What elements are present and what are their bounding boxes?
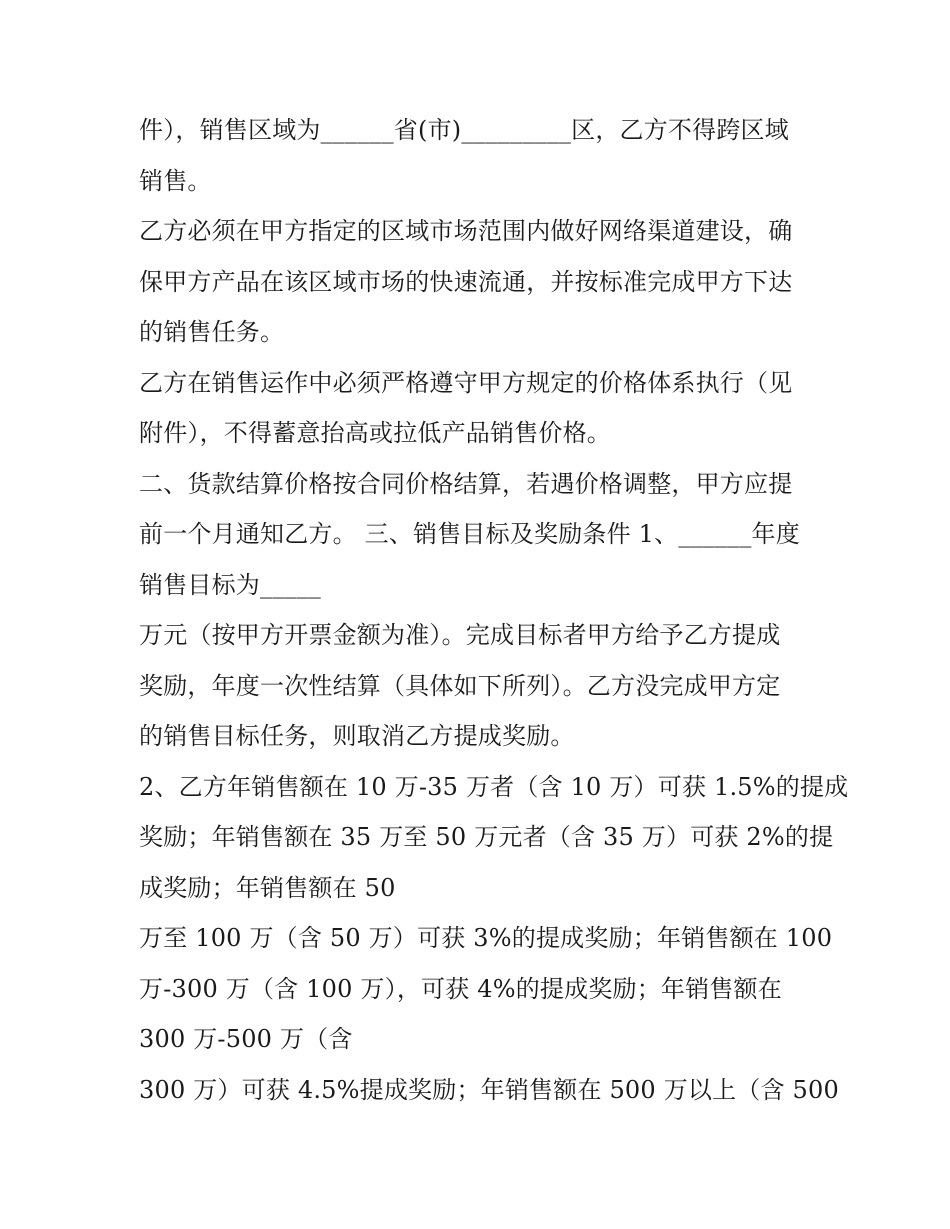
text-line: 2、乙方年销售额在 10 万-35 万者（含 10 万）可获 1.5%的提成 <box>139 773 849 801</box>
text-line: 前一个月通知乙方。 三、销售目标及奖励条件 1、______年度 <box>139 520 800 548</box>
text-line: 的销售目标任务，则取消乙方提成奖励。 <box>139 722 575 750</box>
text-line: 成奖励；年销售额在 50 <box>139 874 396 902</box>
text-line: 附件），不得蓄意抬高或拉低产品销售价格。 <box>139 419 611 447</box>
text-line: 万元（按甲方开票金额为准）。完成目标者甲方给予乙方提成 <box>139 621 781 649</box>
text-line: 万至 100 万（含 50 万）可获 3%的提成奖励；年销售额在 100 <box>139 924 833 952</box>
text-line: 300 万）可获 4.5%提成奖励；年销售额在 500 万以上（含 500 <box>139 1076 839 1104</box>
text-line: 奖励，年度一次性结算（具体如下所列）。乙方没完成甲方定 <box>139 672 781 700</box>
text-line: 二、货款结算价格按合同价格结算，若遇价格调整，甲方应提 <box>139 470 793 498</box>
text-line: 件），销售区域为______省(市)_________区，乙方不得跨区域 <box>139 116 789 144</box>
text-line: 保甲方产品在该区域市场的快速流通，并按标准完成甲方下达 <box>139 268 793 296</box>
text-line: 销售。 <box>139 167 212 195</box>
text-line: 销售目标为_____ <box>139 571 321 599</box>
text-line: 乙方在销售运作中必须严格遵守甲方规定的价格体系执行（见 <box>139 369 793 397</box>
text-line: 300 万-500 万（含 <box>139 1025 353 1053</box>
text-line: 奖励；年销售额在 35 万至 50 万元者（含 35 万）可获 2%的提 <box>139 823 834 851</box>
text-line: 万-300 万（含 100 万），可获 4%的提成奖励；年销售额在 <box>139 975 782 1003</box>
text-line: 乙方必须在甲方指定的区域市场范围内做好网络渠道建设，确 <box>139 217 793 245</box>
text-line: 的销售任务。 <box>139 318 285 346</box>
